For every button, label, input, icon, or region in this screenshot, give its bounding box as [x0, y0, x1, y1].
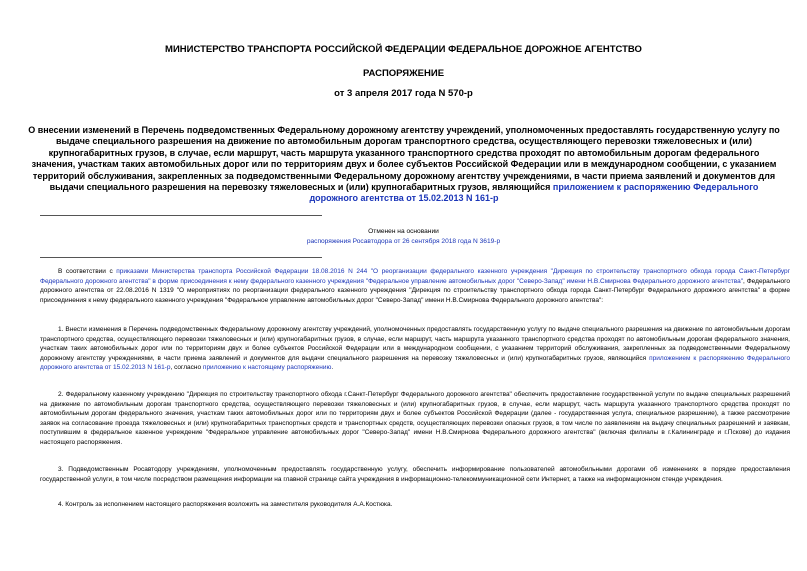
paragraph-1-annex-link[interactable]: приложением к распоряжению Федерального дорожного агентства от 15.02.2013 N 161-р [40, 354, 791, 372]
document-title [28, 125, 780, 205]
paragraph-4: 4. Контроль за исполнением настоящего распоряжения возложить на заместителя руководителя А.А.Костюка. [58, 501, 393, 508]
paragraph-1 [40, 325, 790, 373]
paragraph-1-text-end: . [331, 364, 334, 372]
cancellation-note: Отменен на основании [368, 228, 439, 235]
intro-text-start: В соответствии с [58, 268, 117, 275]
title-annex-link[interactable]: приложением к распоряжению Федерального дорожного агентства от 15.02.2013 N 161-р [309, 182, 759, 204]
paragraph-2: 2. Федеральному казенному учреждению "Дирекция по строительству транспортного обхода г.Санкт-Петербург Федерального дорожного агентства" обеспечить предоставление государственной услуги по выдаче специальных разрешений на движение по автомобильным дорогам транспортного средства, осуществляющего перевозки тяжеловесных и (или) крупногабаритных грузов, в случае, если маршрут, часть маршрута указанного транспортного средства проходят по автомобильным дорогам федерального значения, участкам таких автомобильных дорог или по территориям двух и более субъектов Российской Федерации (далее - государственная услуга, специальное разрешение), а также рассмотрение заявок на согласование проезда тяжеловесных и (или) крупногабаритных транспортных средств и транспортных средств, осуществляющих перевозки опасных грузов, в том числе по заявлениям на выдачу специальных разрешений и заявкам, поступившим в федеральное казенное учреждение "Федеральное управление автомобильных дорог "Северо-Запад" имени Н.В.Смирнова Федерального дорожного агентства" (включая филиалы в г.Калининграде и г.Пскове) до издания настоящего распоряжения. [40, 391, 790, 446]
document-type-heading: РАСПОРЯЖЕНИЕ [362, 68, 445, 79]
intro-orders-link[interactable]: приказами Министерства транспорта Российской Федерации 18.08.2016 N 244 "О реорганизации федерального казенного учреждения "Дирекция по строительству транспортного обхода города Санкт-Петербург Федерального дорожного агентства" в форме присоединения к нему федерального казенного учреждения "Федеральное управление автомобильных дорог "Северо-Запад" имени Н.В.Смирнова Федерального дорожного агентства" [40, 268, 790, 285]
paragraph-3: 3. Подведомственным Росавтодору учреждениям, уполномоченным предоставлять государственную услугу, обеспечить информирование пользователей автомобильными дорогами об изменениях в порядке предоставления государственной услуги, в том числе посредством размещения информации на главной странице сайта учреждения в информационно-телекоммуникационной сети Интернет, а также на информационном стенде учреждения. [40, 466, 790, 483]
document-title-text: О внесении изменений в Перечень подведомственных Федеральному дорожному агентству учреждений, уполномоченных предоставлять государственную услугу по выдаче специального разрешения на движение по автомобильным дорогам транспортного средства, осуществляющего перевозки тяжеловесных и (или) крупногабаритных грузов, в случае, если маршрут, часть маршрута указанного транспортного средства проходят по автомобильным дорогам федерального значения, участкам таких автомобильных дорог или по территориям двух и более субъектов Российской Федерации или в международном сообщении, с указанием территорий обслуживания, закрепленных за подведомственными Федеральному дорожному агентству учреждениями, в части приема заявлений и документов для выдачи специального разрешения на перевозку тяжеловесных и (или) крупногабаритных грузов, являющийся [28, 125, 780, 193]
paragraph-1-appendix-link[interactable]: приложению к настоящему распоряжению [202, 364, 332, 372]
document-date-number: от 3 апреля 2017 года N 570-р [334, 88, 473, 99]
intro-paragraph [40, 267, 790, 305]
cancellation-line [0, 237, 807, 247]
ministry-heading: МИНИСТЕРСТВО ТРАНСПОРТА РОССИЙСКОЙ ФЕДЕРАЦИИ ФЕДЕРАЛЬНОЕ ДОРОЖНОЕ АГЕНТСТВО [165, 44, 642, 55]
cancellation-link[interactable]: распоряжения Росавтодора от 26 сентября 2018 года N 3619-р [306, 238, 501, 245]
paragraph-1-text-middle: , согласно [170, 364, 203, 372]
paragraph-1-text-start: 1. Внести изменения в Перечень подведомственных Федеральному дорожному агентству учреждений, уполномоченных предоставлять государственную услугу по выдаче специального разрешения на движение по автомобильным дорогам транспортного средства, осуществляющего перевозки тяжеловесных и (или) крупногабаритных грузов, в случае, если маршрут, часть маршрута указанного транспортного средства проходят по автомобильным дорогам федерального значения, участкам таких автомобильных дорог или по территориям двух и более субъектов Российской Федерации или в международном сообщении, с указанием территорий обслуживания, закрепленных за подведомственными Федеральному дорожному агентству учреждениями, в части приема заявлений и документов для выдачи специального разрешения на перевозку тяжеловесных и (или) крупногабаритных грузов, являющийся [40, 326, 790, 362]
intro-text-end: , Федерального дорожного агентства от 22.08.2016 N 1319 "О мероприятиях по реорганизации федерального казенного учреждения "Дирекция по строительству транспортного обхода города Санкт-Петербург Федерального дорожного агентства" в форме присоединения к нему федерального казенного учреждения "Федеральное управление автомобильных дорог "Северо-Запад" имени Н.В.Смирнова Федерального дорожного агентства": [40, 277, 791, 304]
top-divider [40, 215, 322, 216]
bottom-divider [40, 257, 322, 258]
